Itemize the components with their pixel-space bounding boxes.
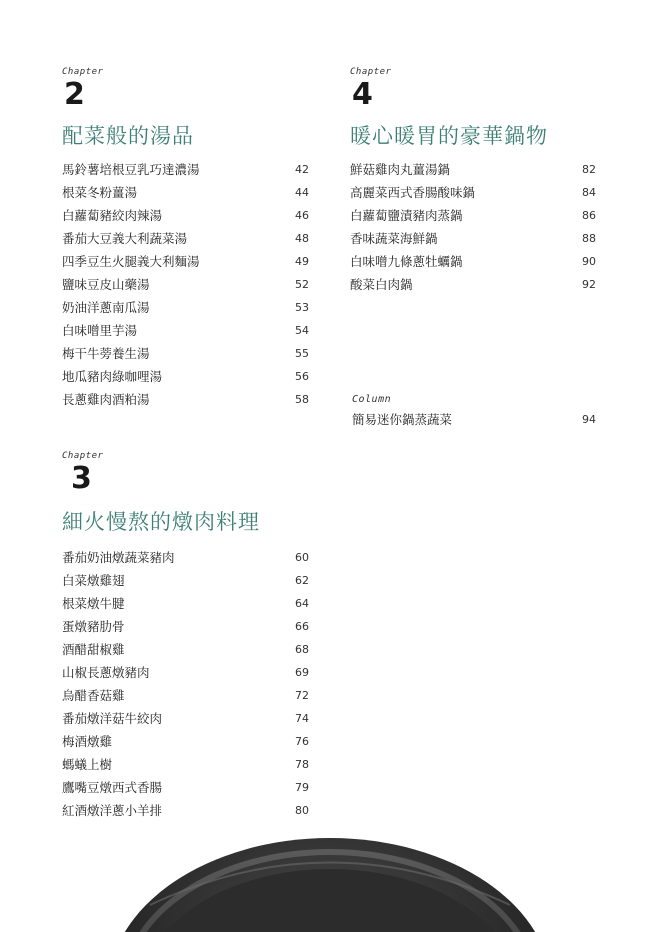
recipe-name: 鮮菇雞肉丸薑湯鍋 (350, 162, 451, 177)
recipe-name: 梅干牛蒡養生湯 (62, 346, 150, 361)
page-number: 92 (582, 278, 596, 291)
page-number: 42 (295, 163, 309, 176)
page-number: 54 (295, 324, 309, 337)
recipe-name: 地瓜豬肉綠咖哩湯 (62, 369, 163, 384)
page-number: 62 (295, 574, 309, 587)
recipe-name: 梅酒燉雞 (62, 734, 113, 749)
column-label: Column (352, 394, 392, 405)
recipe-name: 四季豆生火腿義大利麵湯 (62, 254, 200, 269)
page-number: 53 (295, 301, 309, 314)
page-number: 79 (295, 781, 309, 794)
page-number: 66 (295, 620, 309, 633)
page-number: 55 (295, 347, 309, 360)
chapter-label: Chapter (350, 67, 392, 77)
page-number: 74 (295, 712, 309, 725)
chapter-label: Chapter (62, 67, 104, 77)
page-number: 68 (295, 643, 309, 656)
recipe-name: 根菜燉牛腱 (62, 596, 125, 611)
recipe-name: 簡易迷你鍋蒸蔬菜 (352, 412, 453, 427)
page-number: 88 (582, 232, 596, 245)
recipe-name: 山椒長蔥燉豬肉 (62, 665, 150, 680)
recipe-name: 高麗菜西式香腸酸味鍋 (350, 185, 476, 200)
recipe-name: 鹽味豆皮山藥湯 (62, 277, 150, 292)
recipe-name: 白蘿蔔鹽漬豬肉蒸鍋 (350, 208, 463, 223)
recipe-name: 番茄燉洋菇牛絞肉 (62, 711, 163, 726)
page-number: 58 (295, 393, 309, 406)
page-number: 64 (295, 597, 309, 610)
recipe-name: 白菜燉雞翅 (62, 573, 125, 588)
recipe-name: 烏醋香菇雞 (62, 688, 125, 703)
chapter-title: 暖心暖胃的豪華鍋物 (350, 124, 548, 148)
recipe-name: 根菜冬粉薑湯 (62, 185, 138, 200)
page-number: 60 (295, 551, 309, 564)
recipe-name: 螞蟻上樹 (62, 757, 113, 772)
page-number: 94 (582, 413, 596, 426)
page-number: 84 (582, 186, 596, 199)
recipe-name: 白味噌里芋湯 (62, 323, 138, 338)
chapter-title: 細火慢熬的燉肉料理 (62, 510, 260, 534)
chapter-number: 3 (71, 461, 92, 496)
page-number: 78 (295, 758, 309, 771)
page-number: 72 (295, 689, 309, 702)
page-number: 80 (295, 804, 309, 817)
page-number: 82 (582, 163, 596, 176)
page-number: 86 (582, 209, 596, 222)
page-number: 69 (295, 666, 309, 679)
chapter-number: 4 (352, 77, 373, 112)
recipe-name: 香味蔬菜海鮮鍋 (350, 231, 438, 246)
recipe-name: 酒醋甜椒雞 (62, 642, 125, 657)
recipe-name: 紅酒燉洋蔥小羊排 (62, 803, 163, 818)
recipe-name: 白味噌九條蔥牡蠣鍋 (350, 254, 463, 269)
recipe-name: 番茄奶油燉蔬菜豬肉 (62, 550, 175, 565)
recipe-name: 酸菜白肉鍋 (350, 277, 413, 292)
page-number: 48 (295, 232, 309, 245)
recipe-name: 鷹嘴豆燉西式香腸 (62, 780, 163, 795)
recipe-name: 白蘿蔔豬絞肉辣湯 (62, 208, 163, 223)
page-number: 90 (582, 255, 596, 268)
chapter-number: 2 (64, 77, 85, 112)
chapter-label: Chapter (62, 451, 104, 461)
chapter-title: 配菜般的湯品 (62, 124, 194, 148)
page-number: 76 (295, 735, 309, 748)
recipe-name: 長蔥雞肉酒粕湯 (62, 392, 150, 407)
recipe-name: 番茄大豆義大利蔬菜湯 (62, 231, 188, 246)
page-number: 46 (295, 209, 309, 222)
page-number: 52 (295, 278, 309, 291)
page-number: 49 (295, 255, 309, 268)
page-number: 56 (295, 370, 309, 383)
recipe-name: 馬鈴薯培根豆乳巧達濃湯 (62, 162, 200, 177)
recipe-name: 奶油洋蔥南瓜湯 (62, 300, 150, 315)
page-number: 44 (295, 186, 309, 199)
recipe-name: 蛋燉豬肋骨 (62, 619, 125, 634)
